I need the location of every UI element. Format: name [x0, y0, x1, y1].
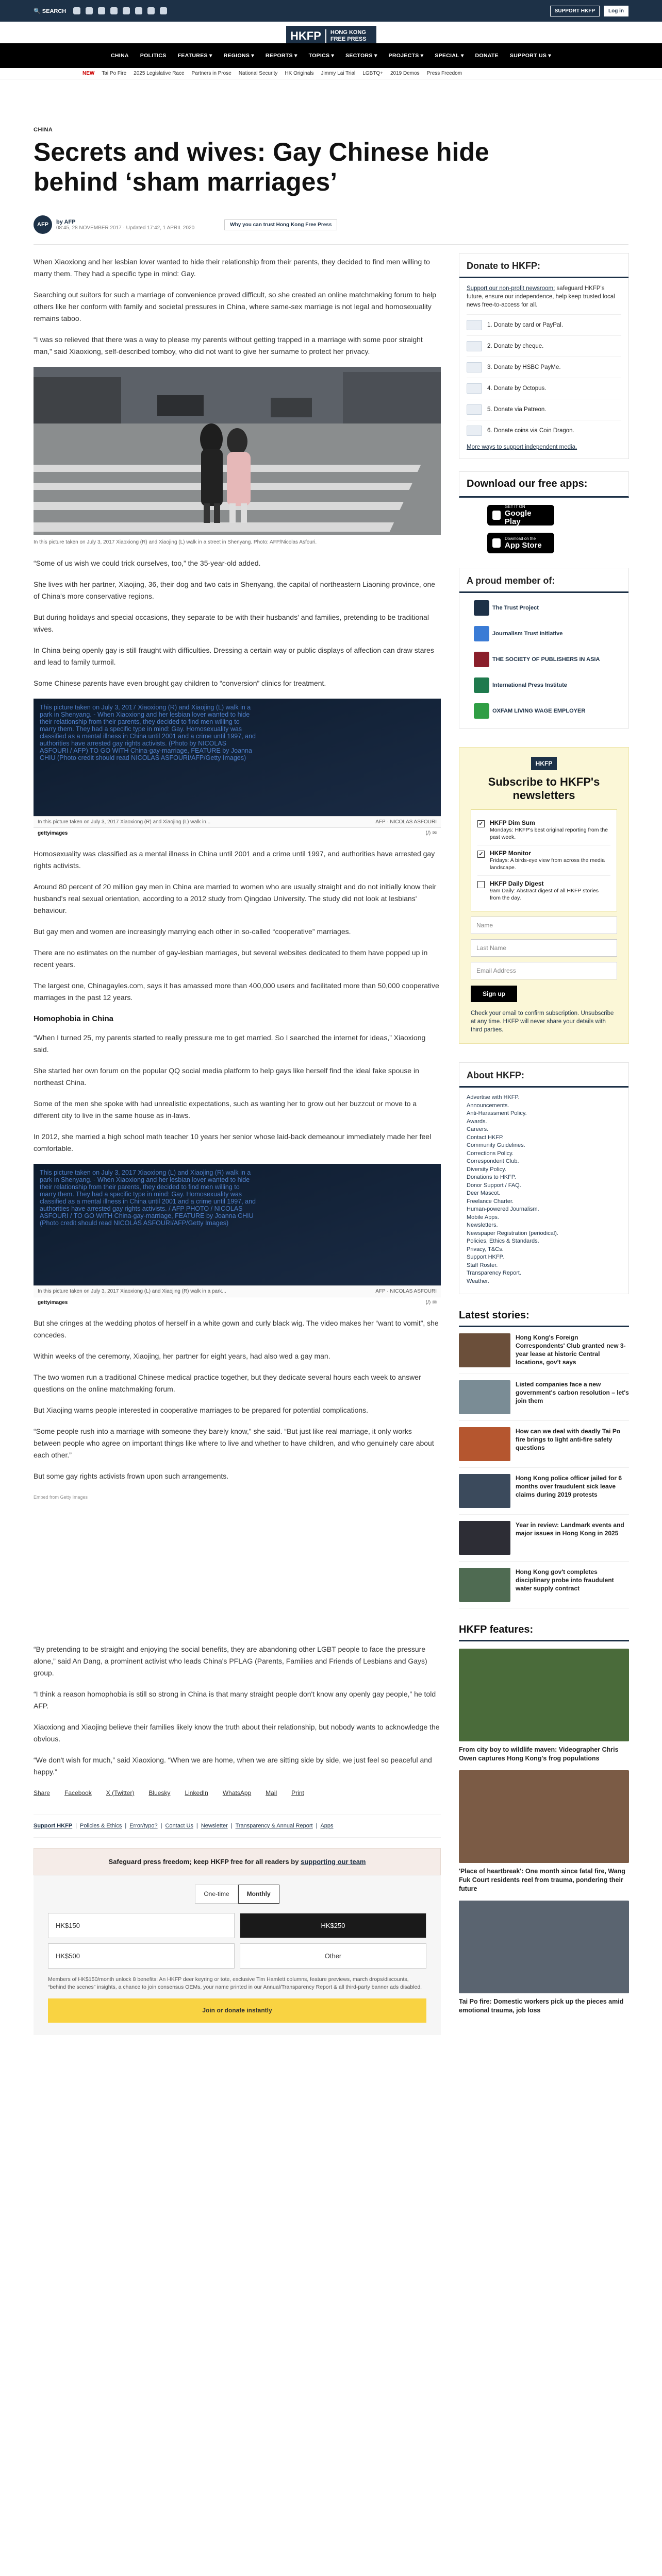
last-name-placeholder: Last Name — [476, 944, 507, 952]
about-link[interactable]: Human-powered Journalism. — [467, 1206, 539, 1212]
member-logo[interactable] — [459, 693, 628, 719]
donate-method[interactable] — [467, 399, 621, 420]
section-heading: Homophobia in China — [34, 1014, 113, 1023]
secondary-nav-item[interactable]: Jimmy Lai Trial — [321, 71, 356, 76]
footer-link[interactable]: Error/typo? — [129, 1823, 158, 1829]
publish-dates: 08:45, 28 NOVEMBER 2017 · Updated 17:42, 1 APRIL 2020 — [56, 225, 195, 231]
paragraph: She lives with her partner, Xiaojing, 36, their dog and two cats in Shenyang, the capital of northeastern Liaoning province, one of China's more conservative regions. — [34, 580, 436, 600]
support-team-link[interactable]: supporting our team — [301, 1858, 366, 1866]
paragraph: But gay men and women are increasingly marrying each other in so-called “cooperative” marriages. — [34, 927, 351, 936]
about-link[interactable]: Contact HKFP. — [467, 1134, 504, 1141]
getty-embed-1[interactable] — [34, 699, 441, 839]
paragraph: Searching out suitors for such a marriage of convenience proved difficult, so she created an online matchmaking forum to help others like her conform with family and societal pressures in China, where same-sex marriage is not legal and homosexuality remains taboo. — [34, 291, 437, 323]
logo-text — [326, 29, 367, 43]
donate-method-icon — [467, 426, 482, 436]
google-play-small: GET IT ON — [504, 504, 525, 509]
paragraph: But Xiaojing warns people interested in cooperative marriages to be prepared for potential complications. — [34, 1406, 369, 1414]
app-store-text — [505, 536, 542, 550]
paragraph: Around 80 percent of 20 million gay men in China are married to women who are usually straight and do not initially know their husband's real sexual orientation, according to a 2012 study from Qingdao University. The study did not look at lesbians' behaviour. — [34, 883, 437, 914]
separator: | — [160, 1823, 162, 1829]
member-logo-name: The Trust Project — [492, 605, 539, 611]
story-title[interactable]: Listed companies face a new government's carbon resolution – let's join them — [516, 1381, 629, 1404]
paragraph: The largest one, Chinagayles.com, says it has amassed more than 400,000 users and facilitated more than 50,000 cooperative marriages in the past 12 years. — [34, 981, 439, 1002]
secondary-nav-item[interactable]: Tai Po Fire — [102, 71, 127, 76]
street-photo — [34, 367, 441, 535]
member-logo-name: THE SOCIETY OF PUBLISHERS IN ASIA — [492, 656, 600, 663]
donate-intro-text: safeguard HKFP's future, ensure our independence, help keep trusted local news free-to-access for all. — [467, 285, 615, 308]
nav-item[interactable]: PROJECTS ▾ — [388, 53, 424, 59]
getty-logo[interactable]: gettyimages — [38, 1300, 68, 1306]
frequency-toggle — [48, 1885, 426, 1904]
top-bar — [0, 0, 662, 22]
nav-item[interactable]: SPECIAL ▾ — [435, 53, 464, 59]
getty-embed-2[interactable] — [34, 1164, 441, 1308]
separator: | — [230, 1823, 233, 1829]
about-link[interactable]: Weather. — [467, 1278, 489, 1284]
paragraph: “I was so relieved that there was a way to please my parents without getting trapped in a marriage with some poor straight man,” said Xiaoxiong, self-described tomboy, who did not want to give her surname to protect her privacy. — [34, 335, 423, 355]
about-link[interactable]: Transparency Report. — [467, 1270, 521, 1276]
checkbox[interactable]: ✓ — [477, 820, 485, 827]
lead-photo — [34, 367, 441, 535]
newsletter-box — [459, 747, 629, 1044]
logo-line2: FREE PRESS — [330, 36, 367, 42]
getty-embed-2-bar — [34, 1285, 441, 1297]
about-link[interactable]: Donor Support / FAQ. — [467, 1182, 521, 1189]
nav-item[interactable]: FEATURES ▾ — [177, 53, 212, 59]
getty-embed-2-caption: In this picture taken on July 3, 2017 Xiaoxiong (L) and Xiaojing (R) walk in a park... — [38, 1289, 226, 1294]
feature-story[interactable] — [459, 1770, 629, 1893]
search-button[interactable]: 🔍 SEARCH — [34, 8, 67, 14]
features-heading: HKFP features: — [459, 1624, 629, 1641]
paragraph: When Xiaoxiong and her lesbian lover wanted to hide their relationship from their parents, they decided to find men willing to marry them. They had a specific type in mind: Gay. — [34, 258, 430, 278]
story-thumbnail[interactable] — [459, 1568, 510, 1602]
story-title[interactable]: Hong Kong police officer jailed for 6 months over fraudulent sick leave claims during 2019 protests — [516, 1475, 622, 1498]
about-link[interactable]: Careers. — [467, 1126, 489, 1132]
newsletter-options — [471, 809, 617, 911]
about-link[interactable]: Announcements. — [467, 1102, 509, 1109]
newsletter-name: HKFP Monitor — [490, 850, 531, 857]
about-link[interactable]: Awards. — [467, 1118, 487, 1125]
trust-banner[interactable] — [224, 219, 337, 230]
checkbox[interactable]: ✓ — [477, 851, 485, 858]
separator: | — [196, 1823, 198, 1829]
feature-title[interactable]: From city boy to wildlife maven: Videographer Chris Owen captures Hong Kong's frog populations — [459, 1746, 619, 1762]
getty-embed-2-alt-text: This picture taken on July 3, 2017 Xiaoxiong (L) and Xiaojing (R) walk in a park in Shenyang. - When Xiaoxiong and her lesbian lover wanted to hide their relationship from their parents, they decided to find men willing to marry them. They had a specific type in mind: Gay. Homosexuality was classified as a mental illness in China until 2001 and a crime until 1997, and authorities have arrested gay rights activists. / AFP PHOTO / NICOLAS ASFOURI / TO GO WITH China-gay-marriage, FEATURE by Joanna CHIU (Photo credit should read NICOLAS ASFOURI/AFP/Getty Images) — [40, 1169, 256, 1227]
donate-box — [459, 253, 629, 459]
nav-item[interactable]: CHINA — [111, 53, 129, 59]
newsletter-option[interactable] — [477, 845, 610, 876]
paragraph: But some gay rights activists frown upon such arrangements. — [34, 1472, 229, 1480]
donate-intro — [459, 278, 628, 309]
amount-150[interactable]: HK$150 — [48, 1913, 235, 1938]
member-logo[interactable] — [459, 593, 628, 616]
about-heading: About HKFP: — [459, 1063, 628, 1088]
sidebar — [459, 253, 629, 2035]
member-logo-name: International Press Institute — [492, 682, 567, 688]
newsletter-option-text — [490, 880, 610, 902]
about-list — [459, 1088, 628, 1285]
threads-icon[interactable] — [110, 7, 118, 14]
story-thumbnail[interactable] — [459, 1427, 510, 1461]
footer-link[interactable]: Policies & Ethics — [80, 1823, 122, 1829]
share-link-x-twitter-[interactable]: X (Twitter) — [106, 1789, 135, 1797]
share-label: Share — [34, 1789, 51, 1797]
name-input[interactable] — [471, 917, 617, 934]
donate-method[interactable] — [467, 378, 621, 399]
paragraph: But she cringes at the wedding photos of herself in a white gown and curly black wig. The video makes her “want to vomit”, she concedes. — [34, 1319, 439, 1339]
author-avatar: AFP — [34, 215, 52, 234]
app-store-big: App Store — [505, 541, 542, 550]
feature-title[interactable]: Tai Po fire: Domestic workers pick up the pieces amid emotional trauma, job loss — [459, 1998, 624, 2014]
getty-logo[interactable]: gettyimages — [38, 831, 68, 836]
amount-250[interactable]: HK$250 — [240, 1913, 426, 1938]
feature-image[interactable] — [459, 1649, 629, 1741]
paragraph: There are no estimates on the number of gay-lesbian marriages, but several websites dedicated to them have popped up in recent years. — [34, 948, 428, 969]
newsletter-option-text — [490, 819, 610, 841]
member-logo-name: Journalism Trust Initiative — [492, 631, 563, 637]
donate-method-icon — [467, 362, 482, 372]
about-link[interactable]: Policies, Ethics & Standards. — [467, 1238, 539, 1244]
email-input[interactable] — [471, 962, 617, 979]
donate-method-icon — [467, 404, 482, 415]
trust-banner-label: Why you can trust Hong Kong Free Press — [230, 222, 332, 228]
member-logo-mark — [474, 677, 489, 693]
paragraph: “I think a reason homophobia is still so strong in China is that many straight people don't know any openly gay people,” he told AFP. — [34, 1690, 436, 1710]
donate-method-label: 4. Donate by Octopus. — [487, 385, 547, 392]
donate-method[interactable] — [467, 314, 621, 335]
newsletter-logo: HKFP — [531, 757, 557, 770]
donate-method[interactable] — [467, 335, 621, 357]
nav-item[interactable]: SUPPORT US ▾ — [509, 53, 551, 59]
google-play-big: Google Play — [504, 509, 532, 526]
member-logos — [459, 593, 628, 719]
secondary-nav-item[interactable]: HK Originals — [285, 71, 314, 76]
about-link[interactable]: Correspondent Club. — [467, 1158, 519, 1164]
member-logo[interactable] — [459, 667, 628, 693]
donate-method-label: 6. Donate coins via Coin Dragon. — [487, 428, 574, 434]
member-logo-mark — [474, 652, 489, 667]
latest-story[interactable] — [459, 1374, 629, 1421]
getty-embed-1-caption: In this picture taken on July 3, 2017 Xiaoxiong (R) and Xiaojing (L) walk in... — [38, 819, 211, 825]
checkbox[interactable] — [477, 881, 485, 888]
paragraph: “By pretending to be straight and enjoying the social benefits, they are abandoning other LGBT people to face the pressure alone,” said An Dang, a prominent activist who leads China's PFLAG (Parents, Families and Friends of Lesbians and Gays) group. — [34, 1645, 427, 1677]
new-badge: NEW — [82, 71, 95, 76]
member-logo-mark — [474, 626, 489, 641]
paragraph: The two women run a traditional Chinese medical practice together, but they dedicate several hours each week to answer questions on the online matchmaking forum. — [34, 1373, 421, 1393]
nav-item[interactable]: REPORTS ▾ — [265, 53, 297, 59]
story-thumbnail[interactable] — [459, 1521, 510, 1555]
support-hkfp-button[interactable]: SUPPORT HKFP — [550, 6, 600, 16]
secondary-nav-item[interactable]: Partners in Prose — [191, 71, 231, 76]
paragraph: “Some of us wish we could trick ourselves, too,” the 35-year-old added. — [34, 559, 261, 567]
secondary-nav-item[interactable]: Press Freedom — [426, 71, 462, 76]
feature-image[interactable] — [459, 1901, 629, 1993]
telegram-icon[interactable] — [135, 7, 142, 14]
name-placeholder: Name — [476, 922, 493, 929]
latest-story[interactable] — [459, 1562, 629, 1608]
getty-embed-3-placeholder — [34, 1515, 441, 1643]
login-button[interactable]: Log in — [604, 6, 628, 16]
newsletter-heading: Subscribe to HKFP's newsletters — [488, 775, 600, 802]
donate-heading: Donate to HKFP: — [459, 253, 628, 278]
getty-share-icon[interactable]: ⟨/⟩ ✉ — [425, 831, 437, 836]
author-name[interactable]: by AFP — [56, 218, 76, 225]
about-link[interactable]: Mobile Apps. — [467, 1214, 499, 1221]
google-play-icon — [492, 511, 501, 520]
getty-embed-1-credit: AFP · NICOLAS ASFOURI — [375, 819, 437, 825]
search-label: SEARCH — [42, 8, 67, 14]
paragraph: In China being openly gay is still fraught with difficulties. Dressing a certain way or public displays of affection can draw stares and lead to family turmoil. — [34, 646, 434, 666]
about-link[interactable]: Community Guidelines. — [467, 1142, 525, 1148]
main-nav — [0, 43, 662, 68]
last-name-input[interactable] — [471, 939, 617, 957]
paragraph: Some of the men she spoke with had unrealistic expectations, such as wanting her to grow out her buzzcut or move to a different city to live in the same house as in-laws. — [34, 1099, 417, 1120]
member-heading: A proud member of: — [459, 568, 628, 593]
share-link-whatsapp[interactable]: WhatsApp — [222, 1789, 252, 1797]
feature-story[interactable] — [459, 1901, 629, 2015]
story-thumbnail[interactable] — [459, 1333, 510, 1367]
donate-method-label: 5. Donate via Patreon. — [487, 406, 547, 413]
story-thumbnail[interactable] — [459, 1474, 510, 1508]
apps-heading: Download our free apps: — [459, 471, 629, 498]
member-logo-name: OXFAM LIVING WAGE EMPLOYER — [492, 708, 586, 714]
nav-item[interactable]: DONATE — [475, 53, 499, 59]
paragraph: “When I turned 25, my parents started to really pressure me to get married. So I searched the internet for ideas,” Xiaoxiong said. — [34, 1033, 426, 1054]
more-ways-link[interactable]: More ways to support independent media. — [467, 444, 577, 450]
nav-item[interactable]: REGIONS ▾ — [223, 53, 254, 59]
story-title[interactable]: Year in review: Landmark events and major issues in Hong Kong in 2025 — [516, 1521, 624, 1537]
footer-link[interactable]: Newsletter — [201, 1823, 228, 1829]
separator: | — [75, 1823, 77, 1829]
footer-link[interactable]: Transparency & Annual Report — [235, 1823, 313, 1829]
feature-title[interactable]: 'Place of heartbreak': One month since fatal fire, Wang Fuk Court residents reel from trauma, pondering their future — [459, 1868, 625, 1892]
getty-embed-credit[interactable]: Embed from Getty Images — [34, 1495, 88, 1500]
paragraph: Xiaoxiong and Xiaojing believe their families likely know the truth about their relationship, but nobody wants to acknowledge the obvious. — [34, 1723, 440, 1743]
nav-item[interactable]: POLITICS — [140, 53, 167, 59]
donate-method-label: 2. Donate by cheque. — [487, 343, 544, 349]
google-play-text — [505, 504, 549, 526]
instagram-icon[interactable] — [98, 7, 105, 14]
article-body — [34, 256, 441, 2035]
about-link[interactable]: Freelance Charter. — [467, 1198, 514, 1205]
article-category[interactable]: CHINA — [34, 127, 53, 133]
member-logo[interactable] — [459, 616, 628, 641]
linkedin-icon[interactable] — [147, 7, 155, 14]
one-time-option[interactable]: One-time — [195, 1885, 238, 1904]
paragraph: “Some people rush into a marriage with someone they barely know,” she said. “But just like real marriage, it only works between people who agree on important things like where to live and whether to have children, and who genuinely care about each other.” — [34, 1427, 434, 1459]
paragraph: She started her own forum on the popular QQ social media platform to help gays like herself find the ideal fake spouse in northeast China. — [34, 1066, 419, 1087]
donate-method-icon — [467, 383, 482, 394]
share-link-bluesky[interactable]: Bluesky — [148, 1789, 171, 1797]
about-link[interactable]: Support HKFP. — [467, 1254, 504, 1260]
youtube-icon[interactable] — [123, 7, 130, 14]
about-box — [459, 1062, 629, 1294]
separator: | — [316, 1823, 318, 1829]
feature-story[interactable] — [459, 1649, 629, 1763]
donate-method-icon — [467, 341, 482, 351]
footer-links — [34, 1815, 441, 1838]
facebook-icon[interactable] — [73, 7, 80, 14]
about-link[interactable]: Staff Roster. — [467, 1262, 498, 1268]
features — [459, 1624, 629, 2015]
getty-embed-2-credit: AFP · NICOLAS ASFOURI — [375, 1289, 437, 1294]
latest-story[interactable] — [459, 1468, 629, 1515]
about-link[interactable]: Newsletters. — [467, 1222, 498, 1228]
secondary-nav-item[interactable]: National Security — [238, 71, 278, 76]
newsletter-note: Check your email to confirm subscription. Unsubscribe at any time. HKFP will never share your details with third parties. — [471, 1010, 614, 1033]
newsletter-option-text — [490, 850, 610, 871]
latest-story[interactable] — [459, 1327, 629, 1374]
latest-story[interactable] — [459, 1421, 629, 1468]
donate-method-label: 3. Donate by HSBC PayMe. — [487, 364, 561, 370]
donate-methods — [459, 309, 628, 441]
byline — [34, 215, 628, 234]
social-icons — [73, 7, 167, 14]
newsletter-option[interactable] — [477, 876, 610, 906]
lead-photo-caption: In this picture taken on July 3, 2017 Xiaoxiong (R) and Xiaojing (L) walk in a street in Shenyang. Photo: AFP/Nicolas Asfouri. — [34, 539, 317, 545]
share-link-mail[interactable]: Mail — [266, 1789, 277, 1797]
getty-embed-1-bar — [34, 816, 441, 827]
amount-options — [48, 1913, 426, 1969]
secondary-nav-item[interactable]: 2025 Legislative Race — [134, 71, 185, 76]
story-thumbnail[interactable] — [459, 1380, 510, 1414]
email-placeholder: Email Address — [476, 967, 516, 974]
latest-stories — [459, 1310, 629, 1608]
app-store-button[interactable] — [487, 533, 554, 553]
secondary-nav-item[interactable]: LGBTQ+ — [362, 71, 383, 76]
donate-method-icon — [467, 320, 482, 330]
footer-link[interactable]: Apps — [320, 1823, 334, 1829]
features-list — [459, 1649, 629, 2015]
footer-link[interactable]: Support HKFP — [34, 1823, 73, 1829]
story-title[interactable]: Hong Kong's Foreign Correspondents' Club granted new 3-year lease at historic Central locations, gov't says — [516, 1334, 626, 1366]
getty-embed-2-footer — [34, 1297, 441, 1308]
about-link[interactable]: Donations to HKFP. — [467, 1174, 516, 1180]
getty-embed-1-footer — [34, 827, 441, 839]
share-link-print[interactable]: Print — [291, 1789, 304, 1797]
apple-icon — [492, 538, 501, 548]
x-icon[interactable] — [86, 7, 93, 14]
google-play-button[interactable] — [487, 505, 554, 526]
story-title[interactable]: Hong Kong gov't completes disciplinary probe into fraudulent water supply contract — [516, 1568, 614, 1592]
article-title: Secrets and wives: Gay Chinese hide behind ‘sham marriages’ — [34, 138, 489, 196]
about-link[interactable]: Corrections Policy. — [467, 1150, 514, 1157]
donation-form — [34, 1875, 441, 2035]
about-link[interactable]: Privacy, T&Cs. — [467, 1246, 504, 1252]
support-banner-text: Safeguard press freedom; keep HKFP free for all readers by — [108, 1858, 299, 1866]
getty-embed-1-alt-text: This picture taken on July 3, 2017 Xiaoxiong (R) and Xiaojing (L) walk in a park in Shenyang. - When Xiaoxiong and her lesbian lover wanted to hide their relationship from their parents, they decided to find men willing to marry them. They had a specific type in mind: Gay. Homosexuality was classified as a mental illness in China until 2001 and a crime until 1997, and authorities have arrested gay rights activists. (Photo by NICOLAS ASFOURI / AFP) TO GO WITH China-gay-marriage, FEATURE by Joanna CHIU (Photo credit should read NICOLAS ASFOURI/AFP/Getty Images) — [40, 704, 256, 761]
nav-item[interactable]: TOPICS ▾ — [308, 53, 335, 59]
about-link[interactable]: Advertise with HKFP. — [467, 1094, 520, 1100]
monthly-option[interactable]: Monthly — [238, 1885, 279, 1904]
newsletter-option[interactable] — [477, 815, 610, 845]
newsletter-desc: 9am Daily: Abstract digest of all HKFP stories from the day. — [490, 888, 599, 901]
about-link[interactable]: Deer Mascot. — [467, 1190, 501, 1196]
about-link[interactable]: Anti-Harassment Policy. — [467, 1110, 527, 1116]
amount-500[interactable]: HK$500 — [48, 1943, 235, 1969]
latest-list — [459, 1327, 629, 1608]
rss-icon[interactable] — [160, 7, 167, 14]
newsletter-desc: Fridays: A birds-eye view from across the media landscape. — [490, 857, 605, 871]
feature-image[interactable] — [459, 1770, 629, 1863]
paragraph: But during holidays and special occasions, they separate to be with their husbands' and families, pretending to be traditional wives. — [34, 613, 429, 633]
paragraph: In 2012, she married a high school math teacher 10 years her senior whose laid-back demeanour immediately made her feel comfortable. — [34, 1132, 432, 1153]
newsletter-desc: Mondays: HKFP's best original reporting from the past week. — [490, 827, 608, 840]
getty-share-icon[interactable]: ⟨/⟩ ✉ — [425, 1300, 437, 1306]
donate-method-label: 1. Donate by card or PayPal. — [487, 322, 564, 328]
footer-link[interactable]: Contact Us — [165, 1823, 193, 1829]
paragraph: “We don't wish for much,” said Xiaoxiong. “When we are home, when we are sitting side by side, we just feel so peaceful and happy.” — [34, 1756, 432, 1776]
story-title[interactable]: How can we deal with deadly Tai Po fire brings to light anti-fire safety questions — [516, 1428, 621, 1451]
latest-story[interactable] — [459, 1515, 629, 1562]
latest-heading: Latest stories: — [459, 1310, 629, 1327]
donate-method[interactable] — [467, 357, 621, 378]
share-links — [34, 1787, 441, 1799]
amount-other[interactable]: Other — [240, 1943, 426, 1969]
logo-mark: HKFP — [286, 29, 326, 43]
membership-note: Members of HK$150/month unlock 8 benefits: An HKFP deer keyring or tote, exclusive Tim Hamlett columns, feature previews, march drops/discounts, “behind the scenes” insights, a chance to join consensus OEMs, your name printed in our Annual/Transparency Report & all third-party banner ads disabled. — [48, 1976, 422, 1990]
share-link-facebook[interactable]: Facebook — [64, 1789, 92, 1797]
nav-item[interactable]: SECTORS ▾ — [345, 53, 377, 59]
secondary-nav-item[interactable]: 2019 Demos — [390, 71, 420, 76]
member-logo-mark — [474, 600, 489, 616]
paragraph: Within weeks of the ceremony, Xiaojing, her partner for eight years, had also wed a gay man. — [34, 1352, 330, 1360]
logo-line1: HONG KONG — [330, 29, 366, 36]
donate-method[interactable] — [467, 420, 621, 441]
donate-intro-link[interactable]: Support our non-profit newsroom: — [467, 285, 555, 292]
member-logo-mark — [474, 703, 489, 719]
about-link[interactable]: Diversity Policy. — [467, 1166, 506, 1173]
separator: | — [125, 1823, 127, 1829]
join-donate-button[interactable]: Join or donate instantly — [48, 1998, 426, 2023]
share-link-linkedin[interactable]: LinkedIn — [185, 1789, 208, 1797]
support-banner — [34, 1848, 441, 1875]
paragraph: Some Chinese parents have even brought gay children to “conversion” clinics for treatment. — [34, 679, 326, 687]
newsletter-name: HKFP Daily Digest — [490, 880, 544, 887]
app-store-small: Download on the — [505, 536, 536, 541]
secondary-nav — [0, 68, 662, 79]
paragraph: Homosexuality was classified as a mental illness in China until 2001 and a crime until 1997, and authorities have arrested gay rights activists. — [34, 850, 435, 870]
newsletter-name: HKFP Dim Sum — [490, 819, 535, 826]
about-link[interactable]: Newspaper Registration (periodical). — [467, 1230, 558, 1236]
member-logo[interactable] — [459, 641, 628, 667]
signup-button[interactable]: Sign up — [471, 986, 517, 1002]
